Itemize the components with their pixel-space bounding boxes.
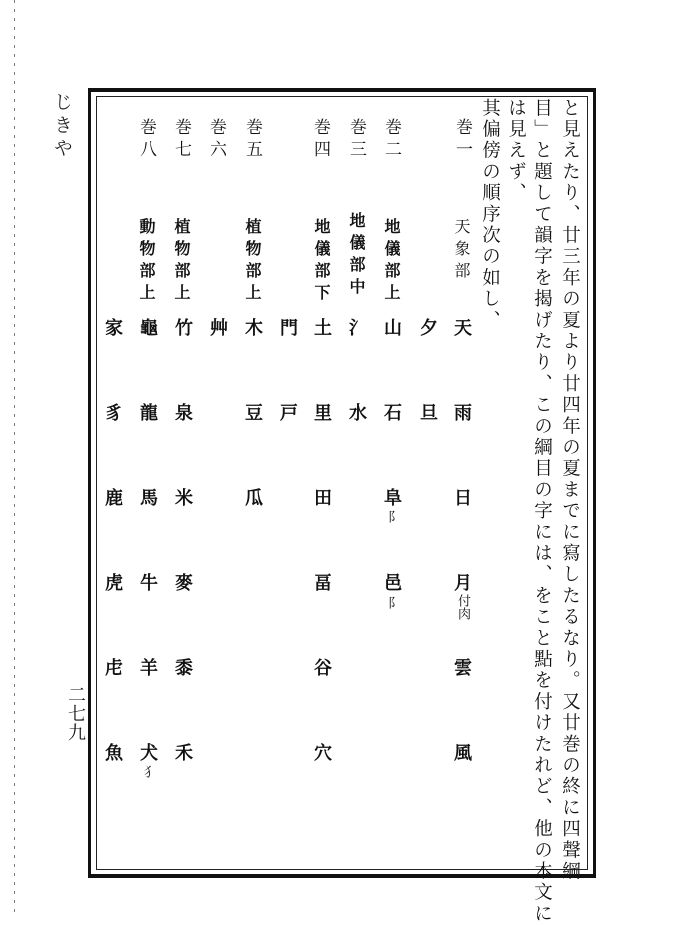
radical: 雲 <box>451 658 472 676</box>
radical: 豸 <box>102 403 123 421</box>
section-label: 地儀部中 <box>347 212 366 300</box>
body-line: 其偏傍の順序次の如し、 <box>479 98 501 332</box>
binding-edge <box>14 0 15 917</box>
radical: 日 <box>451 488 472 506</box>
radical-note: 阝 <box>385 510 400 523</box>
radical: 魚 <box>102 743 123 761</box>
section-label: 動物部上 <box>137 218 156 306</box>
body-line: と見えたり、廿三年の夏より廿四年の夏までに寫したるなり。又廿巻の終に四聲綱 <box>559 98 581 883</box>
radical: 虎 <box>102 573 123 591</box>
section-label: 植物部上 <box>243 218 262 306</box>
radical: 氵 <box>346 318 367 336</box>
radical: 穴 <box>311 743 332 761</box>
radical: 石 <box>381 403 402 421</box>
radical-note: 阝 <box>385 596 400 609</box>
radical: 木 <box>242 318 263 336</box>
section-label: 天象部 <box>452 218 471 284</box>
radical: 邑 <box>381 573 402 591</box>
volume-label: 巻二 <box>381 118 401 162</box>
volume-label: 巻七 <box>171 118 191 162</box>
radical: 牛 <box>137 573 158 591</box>
radical: 麥 <box>172 573 193 591</box>
volume-label: 巻一 <box>452 118 472 162</box>
radical: 里 <box>311 403 332 421</box>
radical: 田 <box>311 488 332 506</box>
body-line: は見えず、 <box>505 98 527 204</box>
radical: 阜 <box>381 488 402 506</box>
radical-note: 付肉 <box>455 594 470 620</box>
volume-label: 巻八 <box>136 118 156 162</box>
radical: 瓜 <box>242 488 263 506</box>
radical: 馬 <box>137 488 158 506</box>
radical: 家 <box>102 318 123 336</box>
radical: 羊 <box>137 658 158 676</box>
volume-label: 巻六 <box>206 118 226 162</box>
radical: 米 <box>172 488 193 506</box>
page-number: 二七九 <box>65 685 86 742</box>
section-label: 植物部上 <box>172 218 191 306</box>
radical: 戸 <box>277 403 298 421</box>
radical: 泉 <box>172 403 193 421</box>
section-label: 地儀部上 <box>382 218 401 306</box>
radical: 風 <box>451 743 472 761</box>
radical: 虍 <box>102 658 123 676</box>
radical: 月 <box>451 573 472 591</box>
radical: 土 <box>311 318 332 336</box>
radical: 雨 <box>451 403 472 421</box>
volume-label: 巻五 <box>242 118 262 162</box>
volume-label: 巻四 <box>310 118 330 162</box>
radical: 犬 <box>137 743 158 761</box>
radical: 龍 <box>137 403 158 421</box>
radical: 龜 <box>137 318 158 336</box>
radical: 谷 <box>311 658 332 676</box>
section-label: 地儀部下 <box>312 218 331 306</box>
radical: 鹿 <box>102 488 123 506</box>
radical: 門 <box>277 318 298 336</box>
radical: 夕 <box>417 318 438 336</box>
body-line: 目」と題して韻字を揭げたり、この綱目の字には、をこと點を付けたれど、他の本文に <box>531 98 553 925</box>
inner-border <box>96 96 588 870</box>
radical: 天 <box>451 318 472 336</box>
radical: 竹 <box>172 318 193 336</box>
radical-note: 犭 <box>141 765 156 778</box>
radical: 豆 <box>242 403 263 421</box>
radical: 畐 <box>311 573 332 591</box>
volume-label: 巻三 <box>346 118 366 162</box>
radical: 黍 <box>172 658 193 676</box>
radical: 旦 <box>417 403 438 421</box>
radical: 水 <box>346 403 367 421</box>
radical: 禾 <box>172 743 193 761</box>
radical: 山 <box>381 318 402 336</box>
margin-note: じきや <box>51 92 73 184</box>
radical: 艸 <box>207 318 228 336</box>
